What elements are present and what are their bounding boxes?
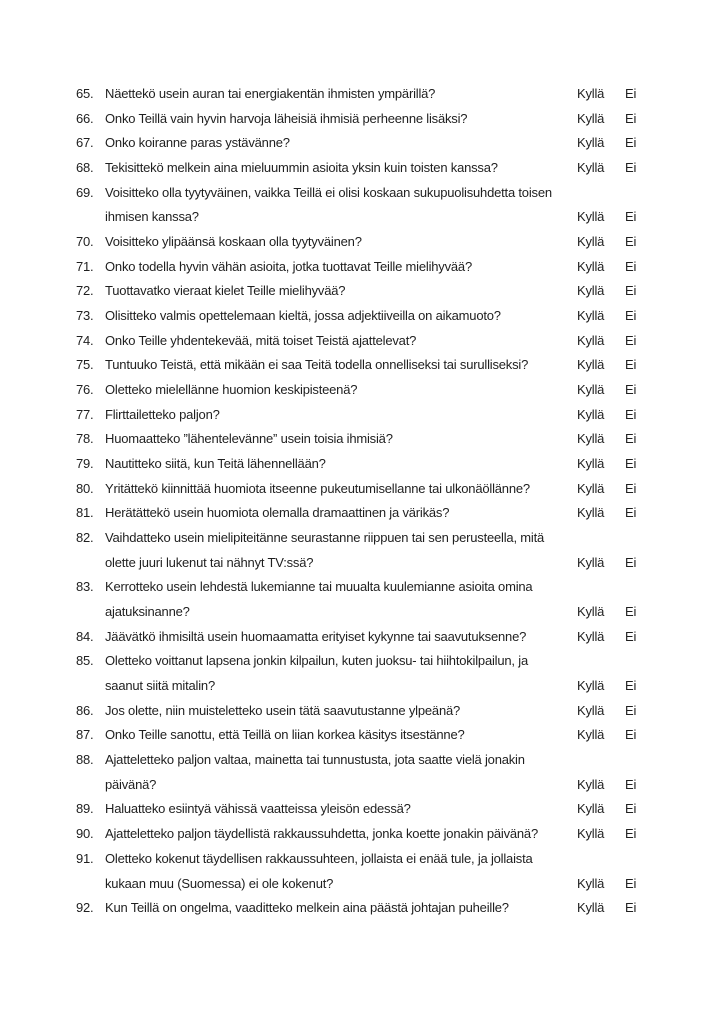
question-row-86 bbox=[0, 701, 724, 726]
answer-no-label: Ei bbox=[625, 702, 637, 718]
question-text: Olisitteko valmis opettelemaan kieltä, jossa adjektiiveilla on aikamuoto? bbox=[105, 308, 501, 324]
answer-no-label: Ei bbox=[625, 357, 637, 373]
question-text: Näettekö usein auran tai energiakentän ihmisten ympärillä? bbox=[105, 86, 436, 101]
question-row-69-line-1 bbox=[0, 183, 724, 208]
answer-yes-label: Kyllä bbox=[577, 283, 605, 299]
question-number: 70. bbox=[76, 234, 94, 250]
question-row-81 bbox=[0, 503, 724, 528]
answer-yes-label: Kyllä bbox=[577, 702, 605, 718]
question-number: 74. bbox=[76, 332, 94, 348]
question-number: 87. bbox=[76, 727, 94, 743]
question-row-76 bbox=[0, 380, 724, 405]
answer-yes-label: Kyllä bbox=[577, 234, 605, 250]
question-text: Yritättekö kiinnittää huomiota itseenne pukeutumisellanne tai ulkonäöllänne? bbox=[105, 480, 530, 496]
question-row-68 bbox=[0, 158, 724, 183]
question-text-continuation: olette juuri lukenut tai nähnyt TV:ssä? bbox=[105, 554, 314, 570]
answer-yes-label: Kyllä bbox=[577, 160, 605, 176]
question-row-85-line-2 bbox=[0, 676, 724, 701]
question-row-88-line-2 bbox=[0, 775, 724, 800]
question-row-90 bbox=[0, 824, 724, 849]
question-number: 69. bbox=[76, 184, 94, 200]
question-row-67 bbox=[0, 133, 724, 158]
answer-yes-label: Kyllä bbox=[577, 801, 605, 817]
question-text: Voisitteko ylipäänsä koskaan olla tyytyväinen? bbox=[105, 234, 362, 250]
answer-yes-label: Kyllä bbox=[577, 554, 605, 570]
question-row-83-line-1 bbox=[0, 577, 724, 602]
answer-yes-label: Kyllä bbox=[577, 678, 605, 694]
question-text: Flirttailetteko paljon? bbox=[105, 406, 220, 422]
answer-yes-label: Kyllä bbox=[577, 604, 605, 620]
question-row-80 bbox=[0, 479, 724, 504]
answer-no-label: Ei bbox=[625, 160, 637, 176]
question-row-66 bbox=[0, 109, 724, 134]
question-number: 81. bbox=[76, 505, 94, 521]
question-row-88-line-1 bbox=[0, 750, 724, 775]
answer-no-label: Ei bbox=[625, 776, 637, 792]
question-row-89 bbox=[0, 799, 724, 824]
question-list bbox=[0, 84, 724, 923]
question-text-continuation: saanut siitä mitalin? bbox=[105, 678, 215, 694]
question-text: Haluatteko esiintyä vähissä vaatteissa yleisön edessä? bbox=[105, 801, 411, 817]
answer-no-label: Ei bbox=[625, 86, 637, 101]
answer-no-label: Ei bbox=[625, 505, 637, 521]
question-text: Oletteko voittanut lapsena jonkin kilpailun, kuten juoksu- tai hiihtokilpailun, ja bbox=[105, 653, 528, 669]
question-row-91-line-1 bbox=[0, 849, 724, 874]
question-row-79 bbox=[0, 454, 724, 479]
answer-no-label: Ei bbox=[625, 628, 637, 644]
answer-no-label: Ei bbox=[625, 727, 637, 743]
question-row-84 bbox=[0, 627, 724, 652]
answer-no-label: Ei bbox=[625, 456, 637, 472]
question-number: 66. bbox=[76, 110, 94, 126]
answer-no-label: Ei bbox=[625, 308, 637, 324]
question-text: Onko todella hyvin vähän asioita, jotka tuottavat Teille mielihyvää? bbox=[105, 258, 472, 274]
answer-yes-label: Kyllä bbox=[577, 332, 605, 348]
answer-no-label: Ei bbox=[625, 554, 637, 570]
question-row-85-line-1 bbox=[0, 651, 724, 676]
question-number: 75. bbox=[76, 357, 94, 373]
question-number: 67. bbox=[76, 135, 94, 151]
answer-yes-label: Kyllä bbox=[577, 86, 605, 101]
answer-no-label: Ei bbox=[625, 406, 637, 422]
question-number: 85. bbox=[76, 653, 94, 669]
answer-no-label: Ei bbox=[625, 209, 637, 225]
answer-no-label: Ei bbox=[625, 332, 637, 348]
question-row-77 bbox=[0, 405, 724, 430]
answer-yes-label: Kyllä bbox=[577, 357, 605, 373]
answer-yes-label: Kyllä bbox=[577, 209, 605, 225]
question-number: 84. bbox=[76, 628, 94, 644]
question-number: 72. bbox=[76, 283, 94, 299]
answer-no-label: Ei bbox=[625, 875, 637, 891]
question-text: Jos olette, niin muisteletteko usein tätä saavutustanne ylpeänä? bbox=[105, 702, 461, 718]
answer-yes-label: Kyllä bbox=[577, 900, 605, 916]
answer-no-label: Ei bbox=[625, 900, 637, 916]
question-text: Onko Teillä vain hyvin harvoja läheisiä ihmisiä perheenne lisäksi? bbox=[105, 110, 468, 126]
answer-yes-label: Kyllä bbox=[577, 135, 605, 151]
answer-no-label: Ei bbox=[625, 234, 637, 250]
answer-no-label: Ei bbox=[625, 110, 637, 126]
question-text: Ajatteletteko paljon valtaa, mainetta tai tunnustusta, jota saatte vielä jonakin bbox=[105, 752, 525, 768]
question-number: 82. bbox=[76, 530, 94, 546]
question-number: 73. bbox=[76, 308, 94, 324]
answer-yes-label: Kyllä bbox=[577, 110, 605, 126]
answer-yes-label: Kyllä bbox=[577, 505, 605, 521]
question-row-87 bbox=[0, 725, 724, 750]
question-text: Kun Teillä on ongelma, vaaditteko melkein aina päästä johtajan puheille? bbox=[105, 900, 509, 916]
question-number: 79. bbox=[76, 456, 94, 472]
answer-no-label: Ei bbox=[625, 258, 637, 274]
question-text: Nautitteko siitä, kun Teitä lähennellään? bbox=[105, 456, 326, 472]
answer-yes-label: Kyllä bbox=[577, 628, 605, 644]
answer-yes-label: Kyllä bbox=[577, 431, 605, 447]
question-text: Tuntuuko Teistä, että mikään ei saa Teitä todella onnelliseksi tai surulliseksi? bbox=[105, 357, 529, 373]
question-number: 92. bbox=[76, 900, 94, 916]
question-text: Onko koiranne paras ystävänne? bbox=[105, 135, 290, 151]
question-number: 91. bbox=[76, 850, 94, 866]
answer-no-label: Ei bbox=[625, 826, 637, 842]
question-text: Kerrotteko usein lehdestä lukemianne tai muualta kuulemianne asioita omina bbox=[105, 579, 533, 595]
question-text-continuation: ihmisen kanssa? bbox=[105, 209, 199, 225]
answer-no-label: Ei bbox=[625, 604, 637, 620]
question-text: Vaihdatteko usein mielipiteitänne seurastanne riippuen tai sen perusteella, mitä bbox=[105, 530, 545, 546]
question-row-70 bbox=[0, 232, 724, 257]
answer-yes-label: Kyllä bbox=[577, 480, 605, 496]
question-number: 78. bbox=[76, 431, 94, 447]
question-text: Voisitteko olla tyytyväinen, vaikka Teillä ei olisi koskaan sukupuolisuhdetta toisen bbox=[105, 184, 552, 200]
answer-yes-label: Kyllä bbox=[577, 308, 605, 324]
question-text: Jäävätkö ihmisiltä usein huomaamatta erityiset kykynne tai saavutuksenne? bbox=[105, 628, 527, 644]
answer-yes-label: Kyllä bbox=[577, 727, 605, 743]
question-row-65 bbox=[0, 84, 724, 109]
question-number: 89. bbox=[76, 801, 94, 817]
question-row-92 bbox=[0, 898, 724, 923]
question-text: Ajatteletteko paljon täydellistä rakkaussuhdetta, jonka koette jonakin päivänä? bbox=[105, 826, 538, 842]
answer-no-label: Ei bbox=[625, 382, 637, 398]
question-number: 80. bbox=[76, 480, 94, 496]
answer-yes-label: Kyllä bbox=[577, 826, 605, 842]
question-row-78 bbox=[0, 429, 724, 454]
answer-no-label: Ei bbox=[625, 283, 637, 299]
question-text-continuation: päivänä? bbox=[105, 776, 157, 792]
question-text-continuation: kukaan muu (Suomessa) ei ole kokenut? bbox=[105, 875, 334, 891]
answer-no-label: Ei bbox=[625, 678, 637, 694]
question-number: 71. bbox=[76, 258, 94, 274]
answer-no-label: Ei bbox=[625, 135, 637, 151]
question-number: 77. bbox=[76, 406, 94, 422]
answer-yes-label: Kyllä bbox=[577, 382, 605, 398]
question-row-82-line-2 bbox=[0, 553, 724, 578]
answer-no-label: Ei bbox=[625, 431, 637, 447]
question-row-69-line-2 bbox=[0, 207, 724, 232]
question-number: 90. bbox=[76, 826, 94, 842]
question-row-71 bbox=[0, 257, 724, 282]
question-text: Tekisittekö melkein aina mieluummin asioita yksin kuin toisten kanssa? bbox=[105, 160, 498, 176]
answer-yes-label: Kyllä bbox=[577, 456, 605, 472]
question-number: 86. bbox=[76, 702, 94, 718]
answer-no-label: Ei bbox=[625, 480, 637, 496]
question-row-82-line-1 bbox=[0, 528, 724, 553]
question-number: 68. bbox=[76, 160, 94, 176]
question-text: Oletteko mielellänne huomion keskipisteenä? bbox=[105, 382, 358, 398]
question-row-91-line-2 bbox=[0, 874, 724, 899]
answer-yes-label: Kyllä bbox=[577, 258, 605, 274]
question-text: Herätättekö usein huomiota olemalla dramaattinen ja värikäs? bbox=[105, 505, 450, 521]
answer-no-label: Ei bbox=[625, 801, 637, 817]
question-text: Onko Teille yhdentekevää, mitä toiset Teistä ajattelevat? bbox=[105, 332, 417, 348]
question-number: 88. bbox=[76, 752, 94, 768]
question-text-continuation: ajatuksinanne? bbox=[105, 604, 190, 620]
answer-yes-label: Kyllä bbox=[577, 406, 605, 422]
question-text: Huomaatteko ”lähentelevänne” usein toisia ihmisiä? bbox=[105, 431, 393, 447]
question-row-73 bbox=[0, 306, 724, 331]
question-text: Oletteko kokenut täydellisen rakkaussuhteen, jollaista ei enää tule, ja jollaista bbox=[105, 850, 533, 866]
question-text: Onko Teille sanottu, että Teillä on liian korkea käsitys itsestänne? bbox=[105, 727, 465, 743]
answer-yes-label: Kyllä bbox=[577, 875, 605, 891]
question-number: 83. bbox=[76, 579, 94, 595]
question-row-83-line-2 bbox=[0, 602, 724, 627]
question-number: 76. bbox=[76, 382, 94, 398]
question-row-72 bbox=[0, 281, 724, 306]
question-text: Tuottavatko vieraat kielet Teille mielihyvää? bbox=[105, 283, 346, 299]
question-row-74 bbox=[0, 331, 724, 356]
question-row-75 bbox=[0, 355, 724, 380]
answer-yes-label: Kyllä bbox=[577, 776, 605, 792]
question-number: 65. bbox=[76, 86, 94, 101]
